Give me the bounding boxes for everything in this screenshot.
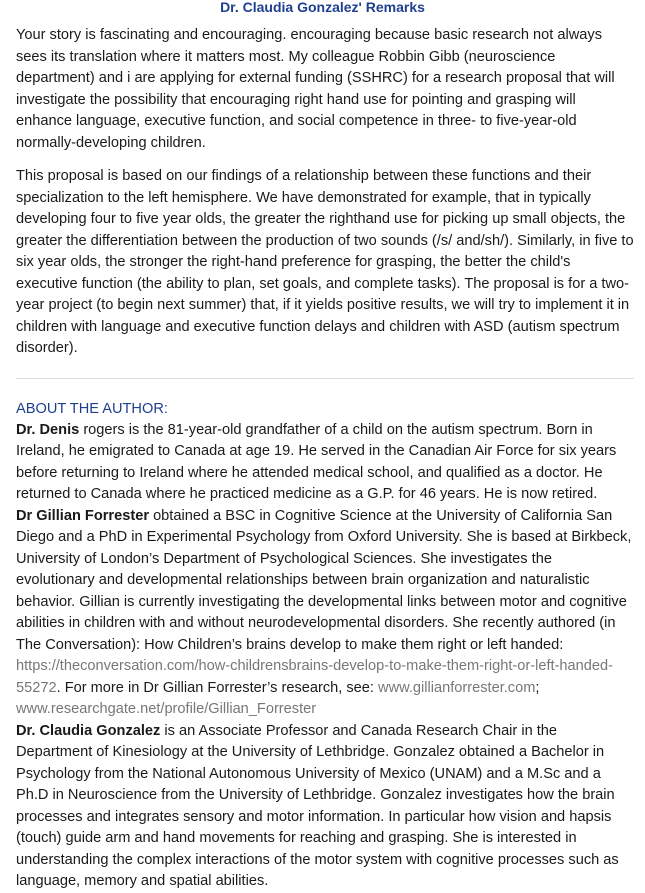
conversation-article-link[interactable]: https://theconversation.com/how-childrensbrains-develop-to-make-them-right-or-left-handed-55272 bbox=[16, 658, 613, 696]
remarks-title: Dr. Claudia Gonzalez' Remarks bbox=[220, 0, 425, 15]
forrester-website-link[interactable]: www.gillianforrester.com bbox=[378, 679, 536, 696]
bio-denis bbox=[16, 420, 634, 506]
bio-gonzalez-name: Dr. Claudia Gonzalez bbox=[16, 722, 161, 739]
remarks-paragraph-1: Your story is fascinating and encouraging. encouraging because basic research not always sees its translation where it matters most. My colleague Robbin Gibb (neuroscience department) and i are applying for external funding (SSHRC) for a research proposal that will investigate the possibility that encouraging right hand use for pointing and grasping will enhance language, executive function, and social competence in three- to five-year-old normally-developing children. bbox=[16, 27, 615, 151]
section-divider bbox=[16, 378, 634, 379]
link-separator: ; bbox=[535, 679, 540, 696]
bio-forrester bbox=[16, 506, 634, 721]
remarks-paragraph-2: This proposal is based on our findings of a relationship between these functions and their specialization to the left hemisphere. We have demonstrated for example, that in typically developing four to five year olds, the greater the righthand use for picking up small objects, the greater the differentiation between the production of two sounds (/s/ and/sh/). Similarly, in five to six year olds, the stronger the right-hand preference for grasping, the better the child's executive function (the ability to plan, set goals, and complete tasks). The proposal is for a two-year project (to begin next summer) that, if it yields positive results, we will try to implement it in children with language and executive function delays and children with ASD (autism spectrum disorder). bbox=[16, 168, 634, 356]
bio-denis-text: rogers is the 81-year-old grandfather of a child on the autism spectrum. Born in Ireland, he emigrated to Canada at age 19. He served in the Canadian Air Force for six years before returning to Ireland where he attended medical school, and qualified as a doctor. He returned to Canada where he practiced medicine as a G.P. for 46 years. He is now retired. bbox=[16, 421, 617, 502]
bio-forrester-text: obtained a BSC in Cognitive Science at the University of California San Diego and a PhD in Experimental Psychology from Oxford University. She is based at Birkbeck, University of London’s Department of Psychological Sciences. She investigates the evolutionary and developmental relationships between brain organization and naturalistic behavior. Gillian is currently investigating the developmental links between motor and cognitive abilities in children with and without neurodevelopmental disorders. She recently authored (in The Conversation): How Children’s brains develop to make them right or left handed: bbox=[16, 507, 632, 653]
researchgate-profile-link[interactable]: www.researchgate.net/profile/Gillian_Forrester bbox=[16, 701, 317, 717]
article bbox=[16, 0, 634, 893]
about-author-heading: ABOUT THE AUTHOR: bbox=[16, 400, 168, 417]
bio-gonzalez bbox=[16, 721, 634, 893]
bio-gonzalez-text: is an Associate Professor and Canada Research Chair in the Department of Kinesiology at the University of Lethbridge. Gonzalez obtained a Bachelor in Psychology from the National Autonomous University of Mexico (UNAM) and a M.Sc and a Ph.D in Neuroscience from the University of Lethbridge. Gonzalez investigates how the brain processes and integrates sensory and motor information. In particular how vision and hapsis (touch) guide arm and hand movements for reaching and grasping. She is interested in understanding the complex interactions of the motor system with cognitive processes such as language, memory and spatial abilities. bbox=[16, 722, 619, 889]
bio-denis-name: Dr. Denis bbox=[16, 421, 80, 438]
bio-forrester-after-article: . For more in Dr Gillian Forrester’s research, see: bbox=[56, 679, 379, 696]
bio-forrester-name: Dr Gillian Forrester bbox=[16, 507, 150, 524]
